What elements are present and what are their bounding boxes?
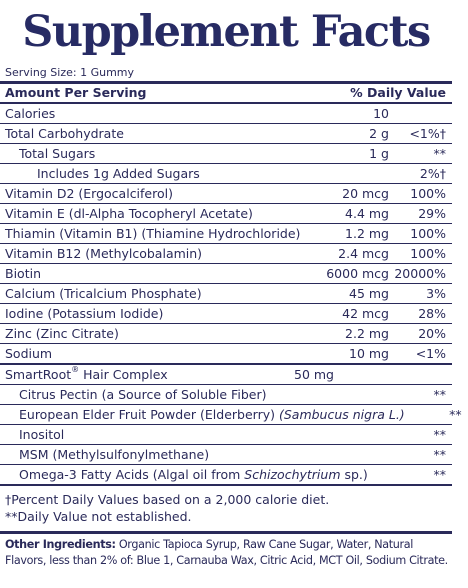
nutrient-name: Calories (5, 106, 56, 121)
nutrient-dv: 100% (410, 226, 446, 241)
blend-item-dv: ** (449, 407, 462, 422)
nutrient-amount: 1.2 mg (345, 226, 389, 241)
nutrient-dv: <1% (415, 346, 446, 361)
blend-item-dv: ** (433, 447, 446, 462)
blend-item-row (0, 445, 452, 465)
nutrient-dv: 29% (418, 206, 446, 221)
nutrient-amount: 1 g (369, 146, 389, 161)
footnotes (0, 491, 452, 525)
blend-item-row (0, 425, 452, 445)
panel-title: Supplement Facts (22, 7, 430, 57)
nutrient-dv: <1%† (409, 126, 446, 141)
header-row (0, 84, 452, 104)
blend-item-dv: ** (433, 467, 446, 482)
ingredients-text: Organic Tapioca Syrup, Raw Cane Sugar, Water, Natural Flavors, less than 2% of: Blue 1, Carnauba Wax, Citric Acid, MCT Oil, Sodium Citrate. (5, 538, 448, 567)
nutrient-name: Iodine (Potassium Iodide) (5, 306, 164, 321)
blend-item-dv: ** (433, 387, 446, 402)
blend-amount: 50 mg (294, 367, 334, 382)
nutrient-name: Vitamin B12 (Methylcobalamin) (5, 246, 203, 261)
blend-item-dv: ** (433, 427, 446, 442)
nutrient-dv: 28% (418, 306, 446, 321)
nutrient-dv: ** (433, 146, 446, 161)
nutrient-row (0, 184, 452, 204)
nutrient-row (0, 324, 452, 344)
nutrient-dv: 20% (418, 326, 446, 341)
nutrient-rows (0, 104, 452, 365)
ingredients-label: Other Ingredients: (5, 538, 116, 551)
nutrient-row (0, 104, 452, 124)
nutrient-dv: 100% (410, 186, 446, 201)
blend-name: SmartRoot® Hair Complex (5, 365, 168, 382)
blend-item-row (0, 465, 452, 486)
nutrient-name: Includes 1g Added Sugars (37, 166, 200, 181)
supplement-facts-panel (0, 4, 462, 588)
nutrient-row (0, 124, 452, 144)
nutrient-name: Total Carbohydrate (5, 126, 124, 141)
nutrient-name: Vitamin D2 (Ergocalciferol) (5, 186, 173, 201)
blend-item-name: Citrus Pectin (a Source of Soluble Fiber) (19, 387, 267, 402)
nutrient-name: Vitamin E (dl-Alpha Tocopheryl Acetate) (5, 206, 253, 221)
header-dv-label: % Daily Value (350, 85, 446, 100)
blend-item-name: European Elder Fruit Powder (Elderberry) (Sambucus nigra L.) (19, 407, 405, 422)
blend-items (0, 385, 462, 486)
nutrient-name: Calcium (Tricalcium Phosphate) (5, 286, 202, 301)
nutrient-row (0, 144, 452, 164)
blend-item-name: Inositol (19, 427, 65, 442)
nutrient-amount: 2.2 mg (345, 326, 389, 341)
serving-size: Serving Size: 1 Gummy (5, 66, 135, 79)
registered-mark: ® (71, 365, 80, 374)
nutrient-amount: 10 (373, 106, 389, 121)
nutrient-dv: 100% (410, 246, 446, 261)
nutrient-name: Total Sugars (19, 146, 96, 161)
nutrient-row (0, 224, 452, 244)
nutrient-dv: 2%† (419, 166, 446, 181)
footnote-percent-dv: †Percent Daily Values based on a 2,000 calorie diet. (5, 492, 330, 507)
nutrient-name: Sodium (5, 346, 53, 361)
blend-item-row (0, 385, 452, 405)
nutrient-name: Thiamin (Vitamin B1) (Thiamine Hydrochloride) (5, 226, 301, 241)
blend-header-row (0, 365, 452, 385)
blend-item-row (0, 405, 462, 425)
latin-name: Schizochytrium (244, 467, 341, 482)
nutrient-row (0, 264, 452, 284)
nutrient-amount: 4.4 mg (345, 206, 389, 221)
nutrient-row (0, 204, 452, 224)
other-ingredients (0, 537, 452, 569)
nutrient-name: Biotin (5, 266, 41, 281)
nutrient-amount: 20 mcg (342, 186, 389, 201)
ingredients-rule (0, 531, 452, 534)
header-amount-label: Amount Per Serving (5, 85, 147, 100)
blend-item-name: MSM (Methylsulfonylmethane) (19, 447, 210, 462)
nutrient-amount: 2.4 mcg (338, 246, 389, 261)
nutrient-dv: 20000% (394, 266, 446, 281)
nutrient-amount: 2 g (369, 126, 389, 141)
nutrient-row (0, 164, 452, 184)
nutrient-row (0, 244, 452, 264)
nutrient-name: Zinc (Zinc Citrate) (5, 326, 119, 341)
nutrient-amount: 42 mcg (342, 306, 389, 321)
nutrient-amount: 10 mg (349, 346, 389, 361)
nutrient-row (0, 344, 452, 365)
footnote-dv-not-established: **Daily Value not established. (5, 509, 192, 524)
nutrient-amount: 45 mg (349, 286, 389, 301)
blend-item-name: Omega-3 Fatty Acids (Algal oil from Schizochytrium sp.) (19, 467, 368, 482)
nutrient-row (0, 304, 452, 324)
latin-name: (Sambucus nigra L.) (278, 407, 405, 422)
nutrient-dv: 3% (426, 286, 446, 301)
nutrient-row (0, 284, 452, 304)
nutrient-amount: 6000 mcg (326, 266, 389, 281)
